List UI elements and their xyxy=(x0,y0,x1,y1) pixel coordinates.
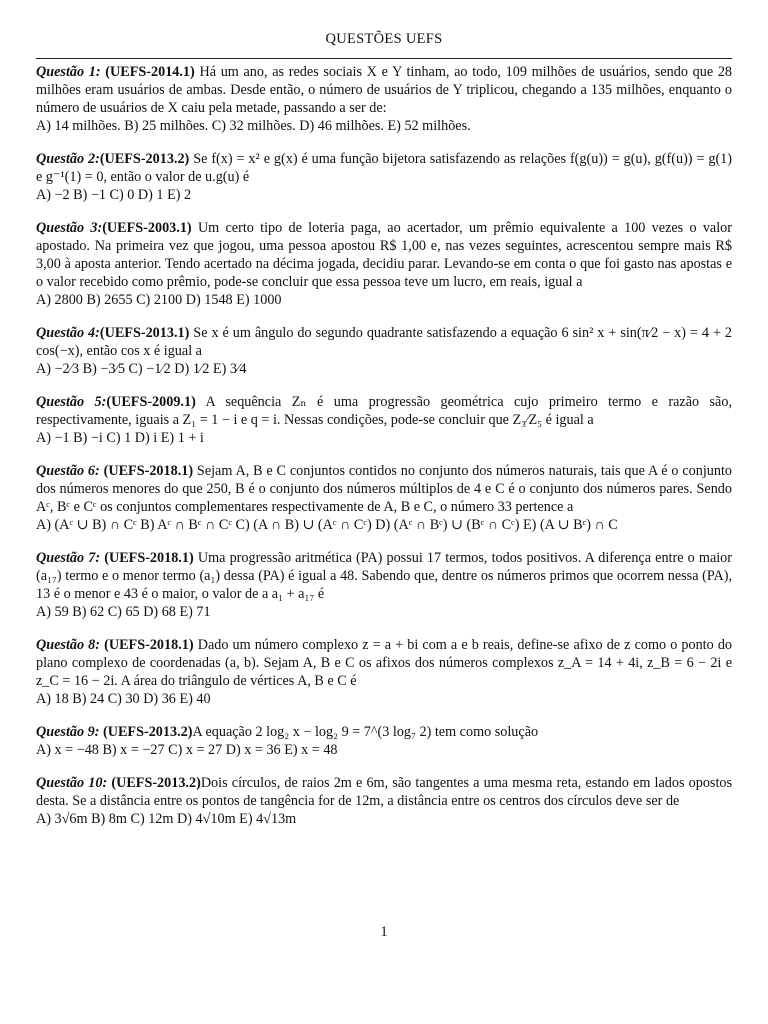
question-text: Sejam A, B e C conjuntos contidos no conjunto dos números naturais, tais que A é o conjunto dos números menores do que 250, B é o conjunto dos números múltiplos de 4 e C é o conjunto dos números pares. Sendo Aᶜ, Bᶜ e Cᶜ os conjuntos complementares respectivamente de A, B e C, o número 33 pertence a xyxy=(36,463,733,515)
question-source: (UEFS-2013.2) xyxy=(99,151,190,167)
question-text: Se f(x) = x² e g(x) é uma função bijetora satisfazendo as relações f(g(u)) = g(u), g(f(u)) = g(1) e g⁻¹(1) = 0, então o valor de u.g(u) é xyxy=(36,151,732,185)
question-4 xyxy=(36,324,732,378)
question-10 xyxy=(36,774,732,828)
question-text: Se x é um ângulo do segundo quadrante satisfazendo a equação 6 sin² x + sin(π⁄2 − x) = 4 + 2 cos(−x), então cos x é igual a xyxy=(36,325,733,359)
question-label: Questão 7: xyxy=(36,550,101,566)
question-label: Questão 4: xyxy=(36,325,100,341)
question-text: Uma progressão aritmética (PA) possui 17 termos, todos positivos. A diferença entre o maior (a₁₇) termo e o menor termo (a₁) dessa (PA) é igual a 48. Sabendo que, dentre os números primos que ocorrem nessa (PA), 13 é o menor e 43 é o maior, o valor de a a₁ + a₁₇ é xyxy=(36,550,733,602)
question-source: (UEFS-2013.1) xyxy=(99,325,190,341)
question-text: Dois círculos, de raios 2m e 6m, são tangentes a uma mesma reta, estando em lados opostos desta. Se a distância entre os pontos de tangência for de 12m, a distância entre os centros dos círculos deve ser de xyxy=(36,775,732,809)
question-options: A) −1 B) −i C) 1 D) i E) 1 + i xyxy=(36,430,204,446)
question-options: A) x = −48 B) x = −27 C) x = 27 D) x = 36 E) x = 48 xyxy=(36,742,338,758)
question-options: A) 59 B) 62 C) 65 D) 68 E) 71 xyxy=(36,604,211,620)
question-2 xyxy=(36,150,732,204)
question-label: Questão 2: xyxy=(36,151,100,167)
question-options: A) 2800 B) 2655 C) 2100 D) 1548 E) 1000 xyxy=(36,292,282,308)
question-source: (UEFS-2009.1) xyxy=(106,394,196,410)
question-options: A) 14 milhões. B) 25 milhões. C) 32 milhões. D) 46 milhões. E) 52 milhões. xyxy=(36,118,471,134)
question-label: Questão 3: xyxy=(36,220,103,236)
question-source: (UEFS-2003.1) xyxy=(102,220,192,236)
question-options: A) 18 B) 24 C) 30 D) 36 E) 40 xyxy=(36,691,211,707)
question-label: Questão 5: xyxy=(36,394,107,410)
question-7 xyxy=(36,549,732,621)
question-text: Um certo tipo de loteria paga, ao acertador, um prêmio equivalente a 100 vezes o valor apostado. Na primeira vez que jogou, uma pessoa apostou R$ 1,00 e, nas vezes seguintes, acrescentou sempre mais R$ 3,00 à aposta anterior. Tendo acertado na décima jogada, decidiu parar. Levando-se em conta o que foi gasto nas apostas e o valor recebido como prêmio, pode-se concluir que essa pessoa teve um lucro, em reais, igual a xyxy=(36,220,732,290)
question-text: A equação 2 log₂ x − log₂ 9 = 7^(3 log₇ 2) tem como solução xyxy=(192,724,539,740)
title-divider xyxy=(36,58,732,59)
question-options: A) −2⁄3 B) −3⁄5 C) −1⁄2 D) 1⁄2 E) 3⁄4 xyxy=(36,361,247,377)
question-text: Dado um número complexo z = a + bi com a e b reais, define-se afixo de z como o ponto do plano complexo de coordenadas (a, b). Sejam A, B e C os afixos dos números complexos z_A = 14 + 4i, z_B = 6 − 2i e z_C = 16 − 2i. A área do triângulo de vértices A, B e C é xyxy=(36,637,733,689)
question-label: Questão 8: xyxy=(36,637,101,653)
question-label: Questão 6: xyxy=(36,463,100,479)
question-3 xyxy=(36,219,732,309)
exam-page xyxy=(36,30,732,843)
question-label: Questão 10: xyxy=(36,775,108,791)
question-source: (UEFS-2018.1) xyxy=(104,637,194,653)
question-text: Há um ano, as redes sociais X e Y tinham, ao todo, 109 milhões de usuários, sendo que 28 milhões eram usuários de ambas. Desde então, o número de usuários de Y triplicou, chegando a 135 milhões, enquanto o número de usuários de X caiu pela metade, passando a ser de: xyxy=(36,64,733,116)
question-8 xyxy=(36,636,732,708)
question-options: A) (Aᶜ ∪ B) ∩ Cᶜ B) Aᶜ ∩ Bᶜ ∩ Cᶜ C) (A ∩ B) ∪ (Aᶜ ∩ Cᶜ) D) (Aᶜ ∩ Bᶜ) ∪ (Bᶜ ∩ Cᶜ) E) (A ∪ Bᶜ) ∩ C xyxy=(36,517,618,533)
question-text: A sequência Zₙ é uma progressão geométrica cujo primeiro termo e razão são, respectivamente, iguais a Z₁ = 1 − i e q = i. Nessas condições, pode-se concluir que Z₃⁄Z₅ é igual a xyxy=(36,394,732,428)
question-9 xyxy=(36,723,732,759)
question-1 xyxy=(36,63,732,135)
question-options: A) −2 B) −1 C) 0 D) 1 E) 2 xyxy=(36,187,192,203)
question-options: A) 3√6m B) 8m C) 12m D) 4√10m E) 4√13m xyxy=(36,811,297,827)
question-source: (UEFS-2013.2) xyxy=(111,775,201,791)
page-title: QUESTÕES UEFS xyxy=(325,31,443,47)
question-label: Questão 1: xyxy=(36,64,101,80)
question-source: (UEFS-2014.1) xyxy=(105,64,195,80)
question-source: (UEFS-2018.1) xyxy=(103,463,194,479)
question-5 xyxy=(36,393,732,447)
question-6 xyxy=(36,462,732,534)
question-source: (UEFS-2013.2) xyxy=(103,724,193,740)
question-source: (UEFS-2018.1) xyxy=(104,550,194,566)
page-number: 1 xyxy=(380,924,388,940)
question-label: Questão 9: xyxy=(36,724,100,740)
